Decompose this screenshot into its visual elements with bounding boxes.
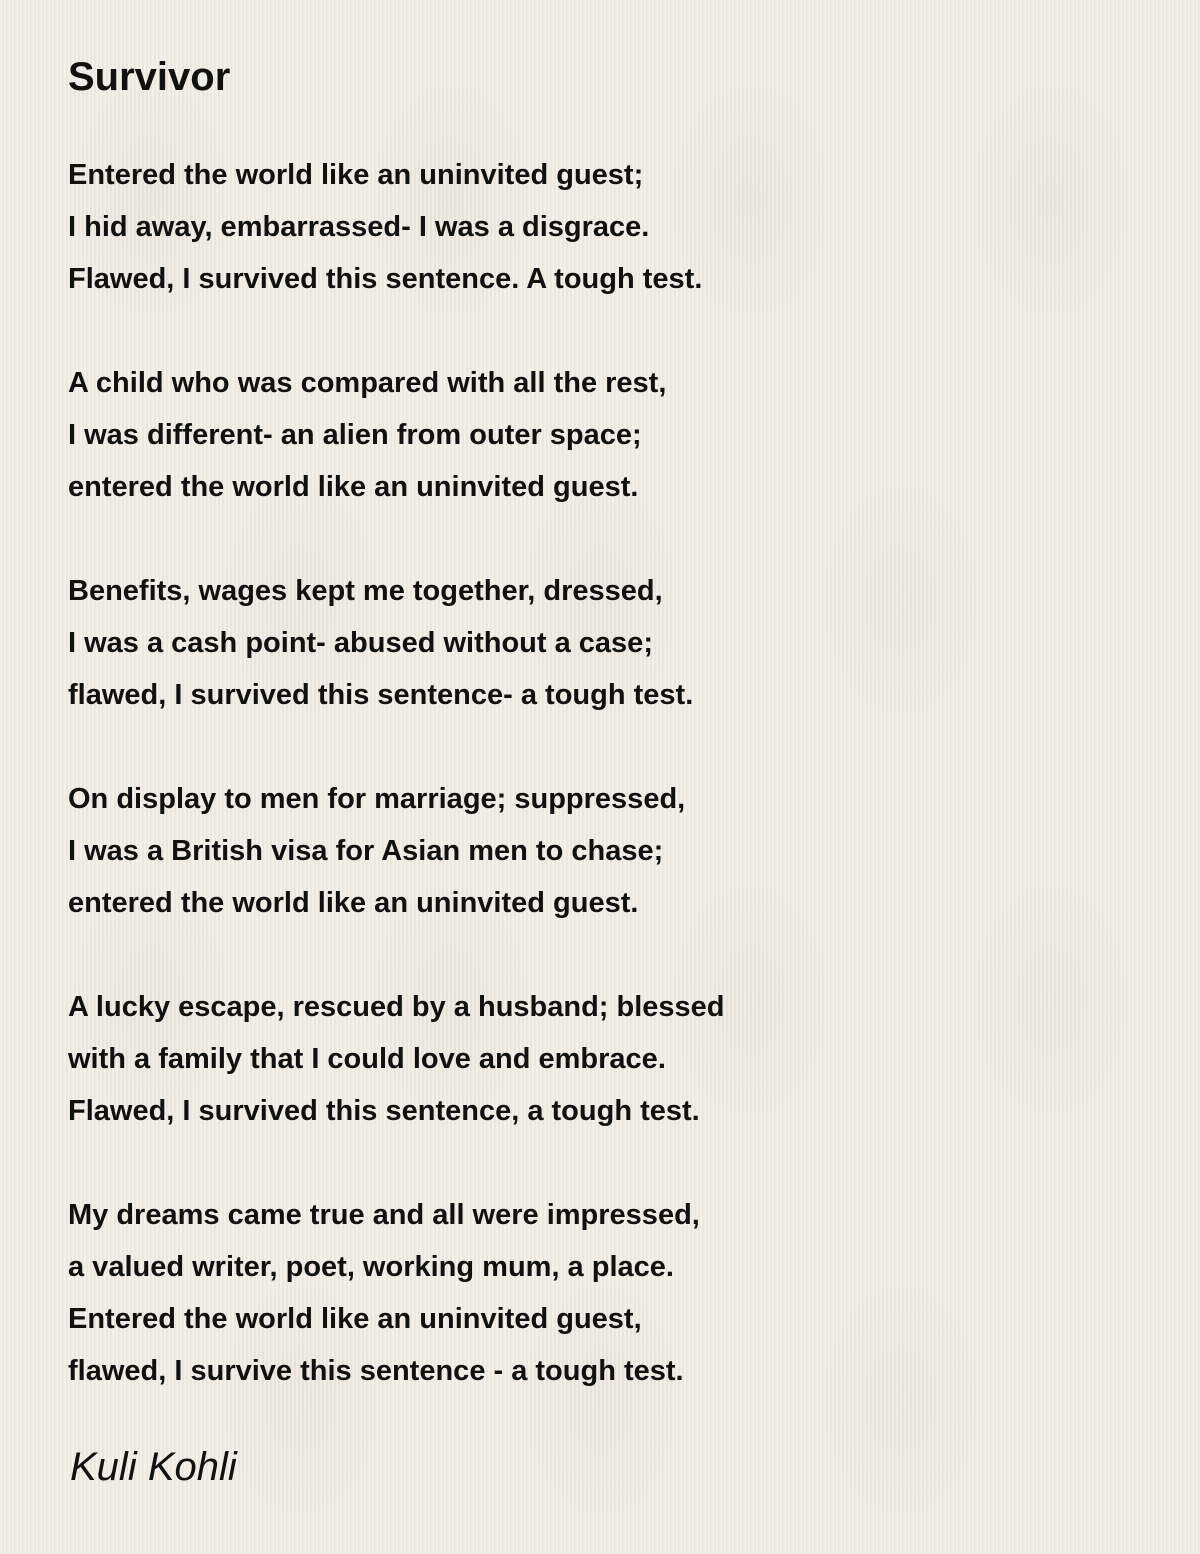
stanza-3 <box>68 565 1148 721</box>
poem-line: I was different- an alien from outer space; <box>68 419 642 451</box>
poem-author: Kuli Kohli <box>70 1445 237 1489</box>
poem-line: On display to men for marriage; suppressed, <box>68 783 686 815</box>
poem-line: flawed, I survive this sentence - a tough test. <box>68 1355 684 1387</box>
poem-line: I was a British visa for Asian men to chase; <box>68 835 664 867</box>
poem-line: A lucky escape, rescued by a husband; blessed <box>68 991 725 1023</box>
poem-body <box>68 149 1148 1397</box>
stanza-2 <box>68 357 1148 513</box>
poem-line: Entered the world like an uninvited guest, <box>68 1303 642 1335</box>
stanza-1 <box>68 149 1148 305</box>
poem-line: I hid away, embarrassed- I was a disgrace. <box>68 211 650 243</box>
poem-line: My dreams came true and all were impressed, <box>68 1199 700 1231</box>
poem-line: I was a cash point- abused without a case; <box>68 627 653 659</box>
poem-line: flawed, I survived this sentence- a tough test. <box>68 679 694 711</box>
stanza-6 <box>68 1189 1148 1397</box>
poem-line: Flawed, I survived this sentence, a tough test. <box>68 1095 700 1127</box>
poem-page <box>68 0 1148 1491</box>
poem-line: entered the world like an uninvited guest. <box>68 887 639 919</box>
poem-line: entered the world like an uninvited guest. <box>68 471 639 503</box>
poem-line: Entered the world like an uninvited guest; <box>68 159 644 191</box>
poem-title: Survivor <box>68 55 231 99</box>
stanza-5 <box>68 981 1148 1137</box>
poem-line: A child who was compared with all the rest, <box>68 367 667 399</box>
poem-line: a valued writer, poet, working mum, a place. <box>68 1251 674 1283</box>
poem-line: Benefits, wages kept me together, dressed, <box>68 575 663 607</box>
poem-line: with a family that I could love and embrace. <box>68 1043 666 1075</box>
poem-line: Flawed, I survived this sentence. A tough test. <box>68 263 703 295</box>
stanza-4 <box>68 773 1148 929</box>
